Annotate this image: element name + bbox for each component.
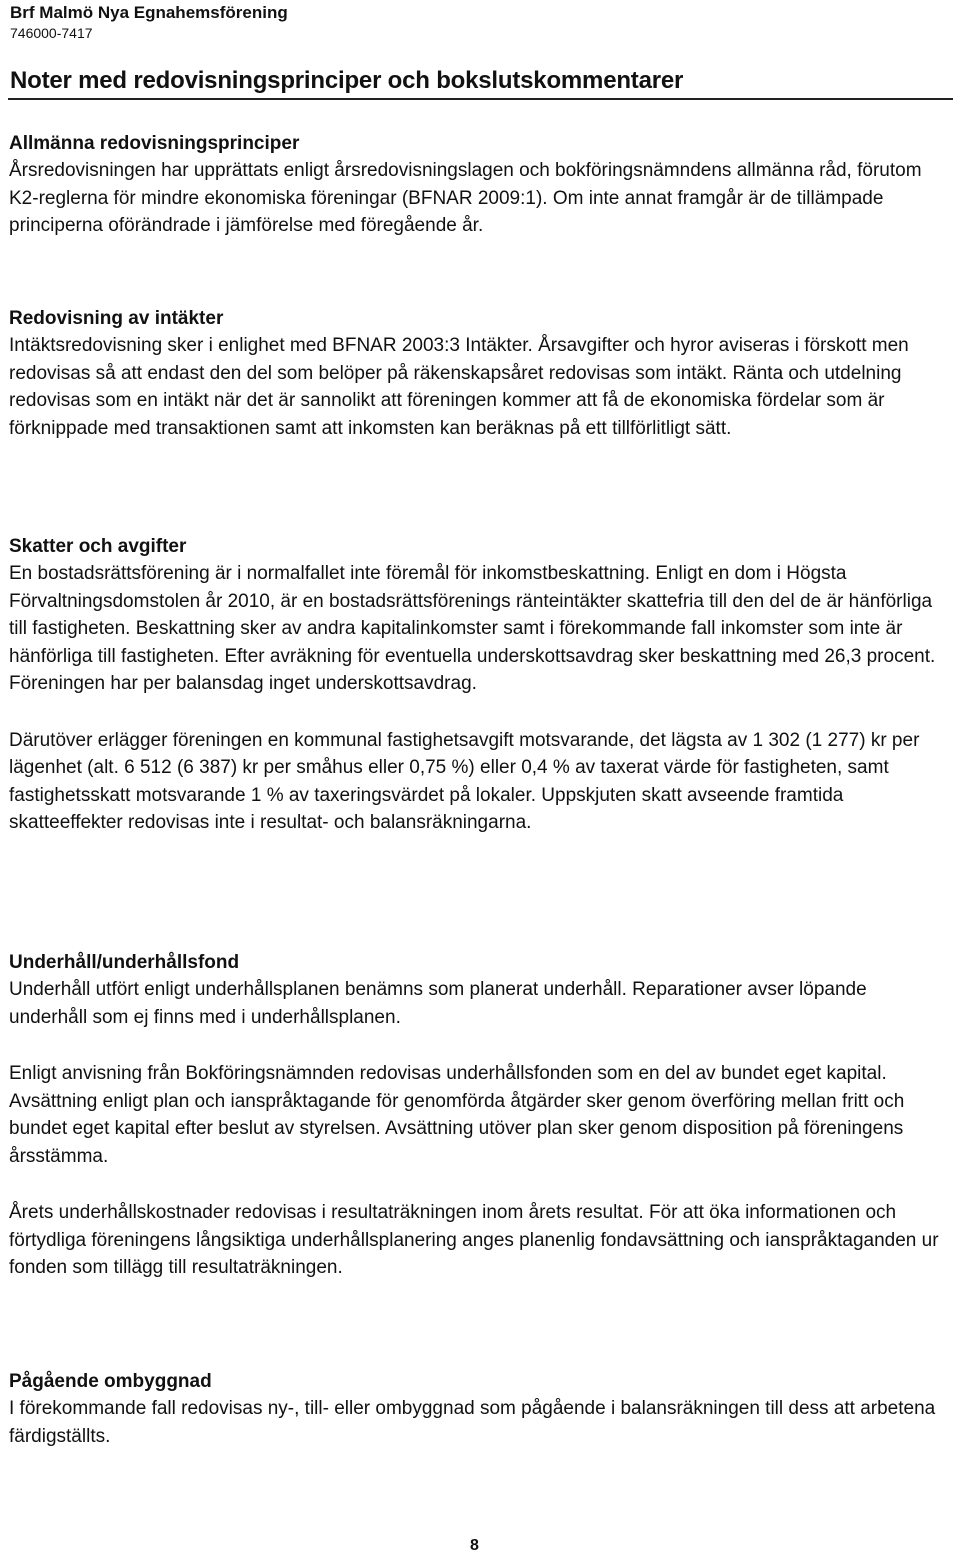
- page-title: Noter med redovisningsprinciper och bokslutskommentarer: [10, 67, 684, 94]
- section-paragraph: Årets underhållskostnader redovisas i resultaträkningen inom årets resultat. För att öka informationen och förtydliga föreningens långsiktiga underhållsplanering anges planenlig fondavsättning och ianspråktaganden ur fonden som tillägg till resultaträkningen.: [9, 1202, 939, 1278]
- section-paragraph: Enligt anvisning från Bokföringsnämnden redovisas underhållsfonden som en del av bundet eget kapital. Avsättning enligt plan och ianspråktagande för genomförda åtgärder sker genom överföring mellan fritt och bundet eget kapital efter beslut av styrelsen. Avsättning utöver plan sker genom disposition på föreningens årsstämma.: [9, 1063, 905, 1167]
- title-underline: [8, 98, 953, 100]
- page-number: 8: [470, 1537, 479, 1554]
- section-paragraph: Därutöver erlägger föreningen en kommunal fastighetsavgift motsvarande, det lägsta av 1 302 (1 277) kr per lägenhet (alt. 6 512 (6 387) kr per småhus eller 0,75 %) eller 0,4 % av taxerat värde för fastigheten, samt fastighetsskatt motsvarande 1 % av taxeringsvärdet på lokaler. Uppskjuten skatt avseende framtida skatteeffekter redovisas inte i resultat- och balansräkningarna.: [9, 729, 920, 833]
- section-pagaende-ombyggnad: [9, 1369, 944, 1450]
- section-paragraph: Årsredovisningen har upprättats enligt årsredovisningslagen och bokföringsnämndens allmänna råd, förutom K2-reglerna för mindre ekonomiska föreningar (BFNAR 2009:1). Om inte annat framgår är de tillämpade principerna oförändrade i jämförelse med föregående år.: [9, 160, 922, 236]
- section-heading: Allmänna redovisningsprinciper: [9, 133, 300, 154]
- section-heading: Redovisning av intäkter: [9, 308, 224, 329]
- section-paragraph: En bostadsrättsförening är i normalfallet inte föremål för inkomstbeskattning. Enligt en dom i Högsta Förvaltningsdomstolen år 2010, är en bostadsrättsförenings ränteintäkter skattefria till den del de är hänförliga till fastigheten. Beskattning sker av andra kapitalinkomster samt i förekommande fall inkomster som inte är hänförliga till fastigheten. Efter avräkning för eventuella underskottsavdrag sker beskattning med 26,3 procent. Föreningen har per balansdag inget underskottsavdrag.: [9, 563, 936, 694]
- section-allmanna-redovisningsprinciper: [9, 131, 944, 240]
- section-skatter-och-avgifter: [9, 534, 944, 837]
- organization-number: 746000-7417: [10, 25, 93, 41]
- section-heading: Underhåll/underhållsfond: [9, 952, 240, 973]
- paragraph-spacer: [9, 698, 944, 727]
- organization-name: Brf Malmö Nya Egnahemsförening: [10, 3, 288, 22]
- paragraph-spacer: [9, 1170, 944, 1199]
- section-paragraph: Intäktsredovisning sker i enlighet med BFNAR 2003:3 Intäkter. Årsavgifter och hyror aviseras i förskott men redovisas så att endast den del som belöper på räkenskapsåret redovisas som intäkt. Ränta och utdelning redovisas som en intäkt när det är sannolikt att föreningen kommer att få de ekonomiska fördelar som är förknippade med transaktionen samt att inkomsten kan beräknas på ett tillförlitligt sätt.: [9, 335, 909, 439]
- section-heading: Skatter och avgifter: [9, 536, 187, 557]
- section-paragraph: Underhåll utfört enligt underhållsplanen benämns som planerat underhåll. Reparationer avser löpande underhåll som ej finns med i underhållsplanen.: [9, 979, 867, 1028]
- section-heading: Pågående ombyggnad: [9, 1371, 212, 1392]
- section-redovisning-av-intakter: [9, 306, 944, 442]
- paragraph-spacer: [9, 1031, 944, 1060]
- section-paragraph: I förekommande fall redovisas ny-, till- eller ombyggnad som pågående i balansräkningen till dess att arbetena färdigställts.: [9, 1398, 936, 1447]
- section-underhall-underhallsfond: [9, 950, 944, 1282]
